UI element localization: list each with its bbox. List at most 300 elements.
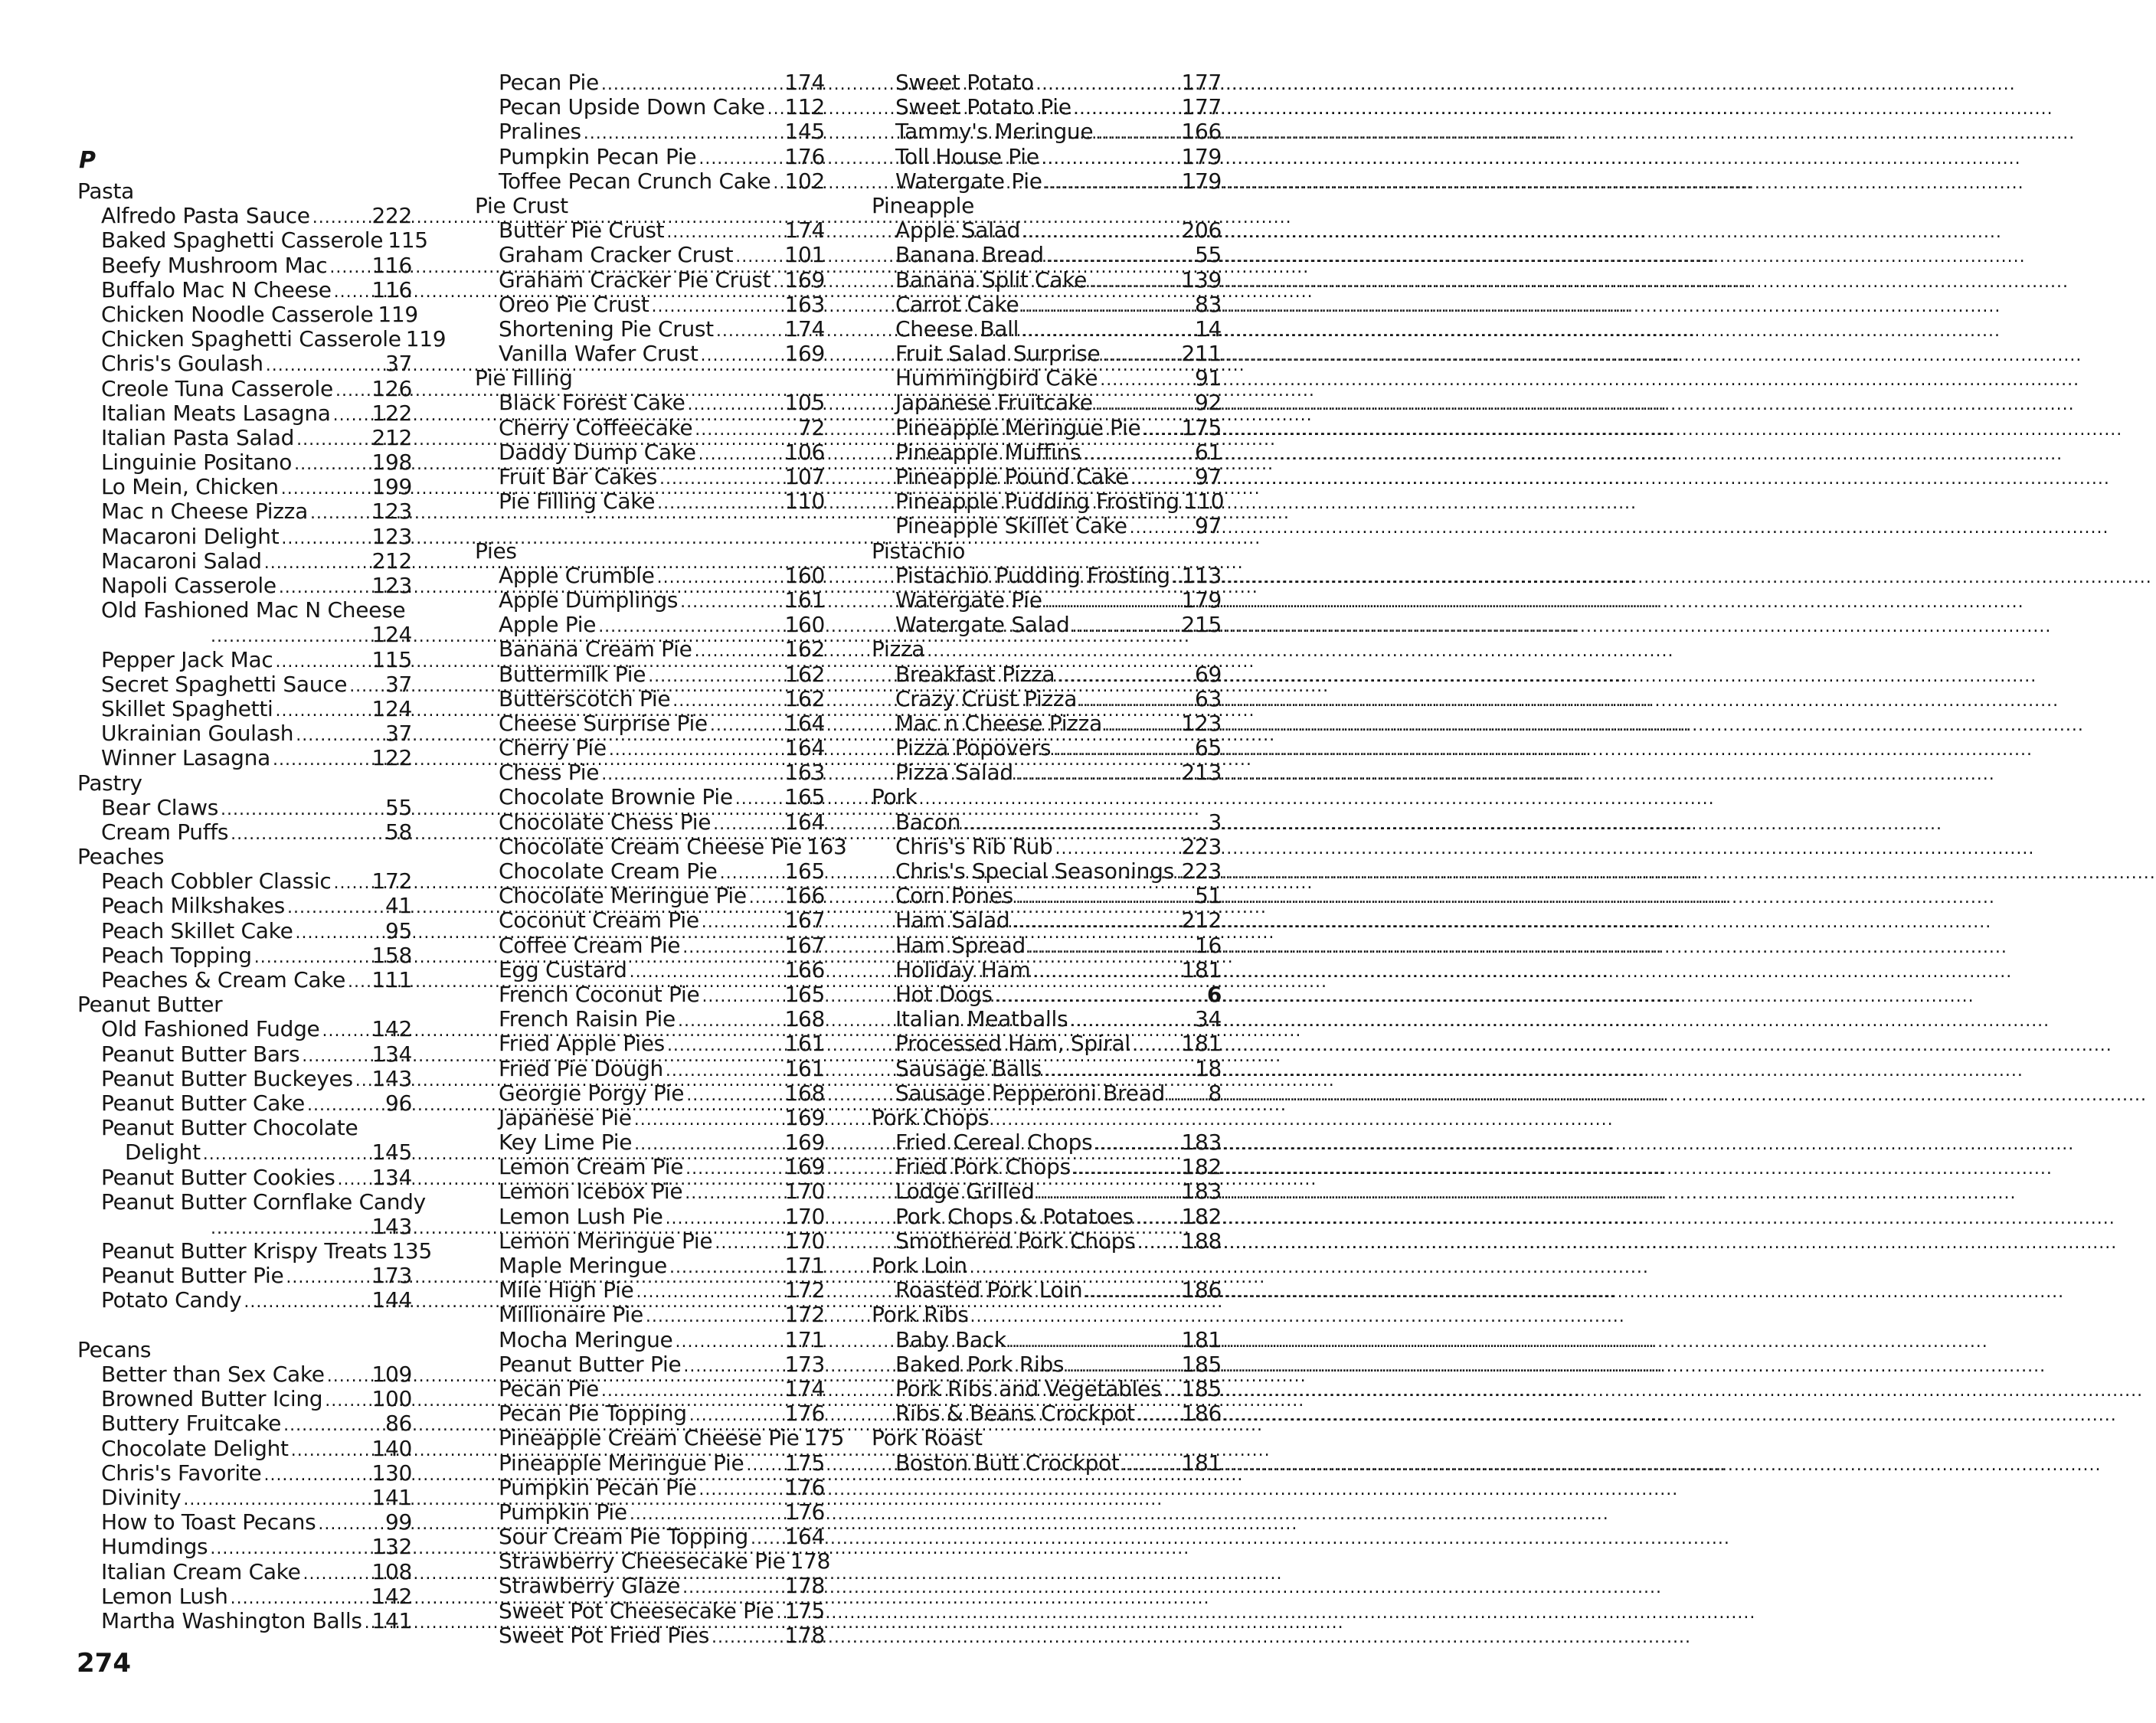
- entry-page: 182: [1181, 1154, 1222, 1180]
- index-entry: [77, 525, 412, 549]
- leader-dots: [1044, 1059, 1193, 1084]
- index-entry: [872, 1451, 1222, 1476]
- entry-name: Peaches & Cream Cake: [101, 967, 346, 992]
- entry-page: 173: [784, 1351, 825, 1377]
- entry-name: Banana Bread: [895, 242, 1044, 268]
- entry-name: Georgie Porgy Pie: [499, 1080, 685, 1106]
- leader-dots: [287, 896, 383, 920]
- entry-name: Cheese Surprise Pie: [499, 710, 708, 736]
- index-entry-continuation: [77, 1140, 412, 1165]
- entry-name: Cherry Coffeecake: [499, 414, 693, 440]
- leader-dots: [1012, 911, 1179, 935]
- entry-page: 167: [784, 907, 825, 933]
- entry-name: Banana Split Cake: [895, 266, 1088, 293]
- index-entry: [475, 70, 825, 95]
- leader-dots: [636, 1280, 782, 1305]
- leader-dots: [1016, 763, 1179, 787]
- entry-page: 169: [784, 1104, 825, 1130]
- leader-dots: [1028, 936, 1193, 960]
- entry-name: Holiday Ham: [895, 956, 1031, 982]
- leader-dots: [682, 936, 782, 960]
- entry-name: Chris's Goulash: [101, 351, 263, 377]
- entry-name: Coconut Cream Pie: [499, 907, 699, 933]
- leader-dots: [1133, 1034, 1179, 1058]
- leader-dots: [1173, 566, 1179, 590]
- entry-page: 163: [784, 291, 825, 317]
- index-entry: [77, 549, 412, 574]
- entry-name: Hot Dogs: [895, 981, 993, 1007]
- leader-dots: [675, 1330, 782, 1355]
- index-entry: [872, 293, 1222, 317]
- entry-page: 162: [784, 636, 825, 662]
- index-entry: [872, 1352, 1222, 1377]
- entry-page: 97: [1194, 464, 1222, 489]
- entry-page: 213: [1181, 760, 1222, 786]
- entry-page: 222: [371, 203, 412, 229]
- index-entry: [872, 736, 1222, 760]
- entry-page: 181: [1181, 956, 1222, 982]
- entry-name: Toffee Pecan Crunch Cake: [499, 168, 771, 194]
- entry-page: 181: [1181, 1326, 1222, 1352]
- index-entry: [475, 982, 825, 1007]
- entry-page: 109: [371, 1362, 412, 1387]
- entry-page: 198: [371, 450, 412, 476]
- index-heading: Pasta: [77, 178, 135, 204]
- index-entry: [872, 1081, 1222, 1106]
- index-entry: [77, 1560, 412, 1584]
- index-entry: [77, 1067, 412, 1091]
- entry-page: 139: [1181, 266, 1222, 293]
- entry-name: French Coconut Pie: [499, 981, 700, 1007]
- entry-page: 144: [371, 1287, 412, 1313]
- entry-name: Italian Cream Cake: [101, 1558, 301, 1584]
- index-entry: [872, 366, 1222, 391]
- entry-name: Shortening Pie Crust: [499, 316, 714, 342]
- entry-name: Black Forest Cake: [499, 390, 685, 416]
- entry-name: Peanut Butter Cornflake Candy: [101, 1188, 426, 1215]
- entry-page: 110: [784, 489, 825, 515]
- entry-page: 173: [371, 1263, 412, 1289]
- entry-name: Peanut Butter Chocolate: [101, 1115, 358, 1141]
- leader-dots: [1053, 738, 1193, 763]
- entry-name: Lemon Meringue Pie: [499, 1228, 713, 1254]
- leader-dots: [963, 812, 1206, 837]
- entry-page: 161: [784, 1031, 825, 1057]
- index-entry: [77, 574, 412, 598]
- index-entry: [475, 1081, 825, 1106]
- leader-dots: [1089, 270, 1179, 295]
- entry-page: 215: [1181, 612, 1222, 638]
- leader-dots: [659, 467, 782, 492]
- entry-name: Apple Crumble: [499, 562, 655, 588]
- index-entry: [77, 943, 412, 968]
- entry-name: Potato Candy: [101, 1287, 242, 1313]
- entry-name: Sausage Pepperoni Bread: [895, 1080, 1166, 1106]
- leader-dots: [1136, 1207, 1179, 1231]
- entry-name: Chocolate Delight: [101, 1435, 289, 1461]
- leader-dots: [710, 714, 783, 738]
- entry-name: Pineapple Cream Cheese Pie: [499, 1425, 800, 1451]
- leader-dots: [609, 738, 783, 763]
- index-entry: [872, 958, 1222, 982]
- entry-page: 175: [1181, 414, 1222, 440]
- entry-page: 124: [371, 622, 412, 648]
- entry-name: Chocolate Meringue Pie: [499, 883, 747, 909]
- index-heading: Pecans: [77, 1336, 152, 1362]
- entry-name: Apple Dumplings: [499, 587, 679, 613]
- leader-dots: [712, 1626, 782, 1650]
- entry-name: Watergate Pie: [895, 168, 1042, 194]
- page-number: 274: [77, 1648, 131, 1679]
- entry-name: Egg Custard: [499, 956, 627, 982]
- index-entry: [77, 253, 412, 278]
- entry-page: 122: [371, 745, 412, 771]
- entry-name: Secret Spaghetti Sauce: [101, 671, 348, 697]
- entry-page: 134: [371, 1164, 412, 1190]
- index-entry: [872, 933, 1222, 958]
- leader-dots: [702, 911, 783, 935]
- leader-dots: [244, 1290, 369, 1315]
- spacer: [77, 1313, 414, 1338]
- leader-dots: [1046, 245, 1193, 270]
- entry-page: 119: [405, 326, 447, 352]
- index-entry: [475, 1401, 825, 1426]
- index-entry: [475, 1130, 825, 1155]
- entry-page: 14: [1194, 316, 1222, 342]
- entry-page: 132: [371, 1534, 412, 1560]
- index-entry: [475, 391, 825, 415]
- entry-page: 6: [1206, 981, 1222, 1007]
- leader-dots: [584, 122, 783, 146]
- index-entry: [77, 1188, 426, 1215]
- index-column-1: [77, 70, 447, 1633]
- index-heading: Pistachio: [872, 538, 966, 564]
- index-entry: [872, 95, 1222, 119]
- leader-dots: [669, 1256, 782, 1280]
- entry-page: 123: [371, 499, 412, 525]
- entry-page: 112: [784, 94, 825, 120]
- index-entry: [475, 1032, 825, 1056]
- entry-page: 142: [371, 1583, 412, 1609]
- entry-page: 113: [1181, 562, 1222, 588]
- entry-name: Pineapple Skillet Cake: [895, 513, 1127, 539]
- index-entry: [872, 1032, 1222, 1056]
- entry-name: Chris's Favorite: [101, 1460, 262, 1486]
- index-entry: [77, 820, 412, 845]
- leader-dots: [291, 1439, 370, 1463]
- entry-page: 55: [1194, 242, 1222, 268]
- entry-page: 212: [1181, 907, 1222, 933]
- leader-dots: [678, 1009, 783, 1034]
- entry-name: Chocolate Cream Pie: [499, 858, 718, 884]
- index-entry: [872, 1205, 1222, 1229]
- leader-dots: [1176, 862, 1179, 886]
- leader-dots: [203, 1143, 370, 1167]
- entry-page: 176: [784, 1499, 825, 1525]
- entry-page: 223: [1181, 833, 1222, 859]
- index-entry: [77, 301, 418, 327]
- index-entry: [77, 1264, 412, 1288]
- entry-name: Peach Milkshakes: [101, 893, 285, 919]
- index-entry: [475, 1106, 825, 1130]
- leader-dots: [688, 393, 783, 417]
- leader-dots: [1085, 1280, 1179, 1305]
- leader-dots: [1095, 393, 1193, 417]
- entry-name: Apple Salad: [895, 217, 1020, 244]
- index-entry: [872, 119, 1222, 144]
- leader-dots: [680, 590, 782, 615]
- leader-dots: [329, 256, 369, 280]
- entry-page: 163: [784, 760, 825, 786]
- index-entry: [77, 204, 412, 228]
- entry-page: 95: [384, 917, 412, 943]
- entry-page: 86: [384, 1411, 412, 1437]
- index-entry: [475, 564, 825, 588]
- entry-page: 171: [784, 1253, 825, 1278]
- entry-page: 177: [1181, 94, 1222, 120]
- entry-page: 92: [1194, 390, 1222, 416]
- index-entry: [475, 1548, 831, 1574]
- leader-dots: [365, 1611, 370, 1636]
- index-entry: [872, 70, 1222, 95]
- index-entry: [872, 416, 1222, 440]
- index-entry: [872, 1401, 1222, 1426]
- entry-page: 163: [806, 833, 847, 859]
- entry-name: Baked Spaghetti Casserole: [101, 227, 384, 253]
- index-entry: [475, 884, 825, 908]
- index-heading: Pastry: [77, 770, 142, 796]
- index-entry: [872, 687, 1222, 711]
- entry-name: Lemon Lush Pie: [499, 1203, 663, 1229]
- entry-page: 101: [784, 242, 825, 268]
- index-entry: [77, 1437, 412, 1461]
- index-entry: [77, 499, 412, 524]
- index-entry: [872, 588, 1222, 613]
- entry-name: Browned Butter Icing: [101, 1386, 323, 1412]
- entry-page: 174: [784, 217, 825, 244]
- entry-page: 123: [371, 523, 412, 549]
- entry-page: 183: [1181, 1179, 1222, 1205]
- entry-page: 168: [784, 1080, 825, 1106]
- index-entry: [77, 1288, 412, 1313]
- entry-page: 37: [384, 721, 412, 747]
- index-entry: [475, 317, 825, 342]
- index-entry: [77, 1486, 412, 1510]
- leader-dots: [210, 1537, 369, 1561]
- leader-dots: [294, 453, 369, 477]
- leader-dots: [657, 492, 782, 516]
- entry-name: Fried Cereal Chops: [895, 1130, 1093, 1156]
- leader-dots: [348, 970, 369, 995]
- entry-page: 97: [1194, 513, 1222, 539]
- entry-name: Pecan Pie: [499, 1375, 599, 1401]
- entry-page: 166: [1181, 119, 1222, 145]
- entry-name: Maple Meringue: [499, 1253, 667, 1278]
- entry-name: Linguinie Positano: [101, 450, 293, 476]
- entry-name: Chris's Special Seasonings: [895, 858, 1174, 884]
- entry-name: Apple Pie: [499, 612, 597, 638]
- entry-name: Sweet Pot Fried Pies: [499, 1622, 710, 1648]
- entry-page: 223: [1181, 858, 1222, 884]
- entry-name: Winner Lasagna: [101, 745, 270, 771]
- entry-name: Chocolate Chess Pie: [499, 809, 712, 835]
- entry-page: 18: [1194, 1055, 1222, 1081]
- entry-name: Pumpkin Pie: [499, 1499, 627, 1525]
- entry-name: Pizza Popovers: [895, 735, 1052, 761]
- index-entry: [77, 869, 412, 894]
- entry-name: Sweet Potato Pie: [895, 94, 1071, 120]
- entry-name: Japanese Fruitcake: [895, 390, 1093, 416]
- entry-name: Millionaire Pie: [499, 1302, 643, 1328]
- leader-dots: [325, 1389, 369, 1414]
- index-entry: [77, 721, 412, 746]
- entry-name: Pineapple Pound Cake: [895, 464, 1128, 489]
- entry-name: Pie Filling Cake: [499, 489, 656, 515]
- index-entry: [77, 919, 412, 943]
- index-entry: [475, 1574, 825, 1598]
- entry-page: 130: [371, 1460, 412, 1486]
- index-heading: Pizza: [872, 636, 925, 662]
- entry-name: Hummingbird Cake: [895, 365, 1098, 391]
- entry-page: 164: [784, 809, 825, 835]
- entry-page: 165: [784, 784, 825, 810]
- leader-dots: [1095, 122, 1179, 146]
- entry-page: 164: [784, 1524, 825, 1550]
- entry-name: Sausage Balls: [895, 1055, 1042, 1081]
- section-letter: P: [79, 147, 96, 174]
- entry-page: 91: [1194, 365, 1222, 391]
- entry-name: Ham Salad: [895, 907, 1010, 933]
- index-entry: [77, 968, 412, 992]
- entry-name: Smothered Pork Chops: [895, 1228, 1136, 1254]
- index-entry: [475, 416, 825, 440]
- entry-name: Butter Pie Crust: [499, 217, 665, 244]
- entry-name: Buffalo Mac N Cheese: [101, 276, 332, 302]
- entry-page: 143: [371, 1065, 412, 1091]
- index-entry: [475, 1254, 825, 1278]
- entry-name: Martha Washington Balls: [101, 1607, 362, 1633]
- entry-name: Old Fashioned Mac N Cheese: [101, 597, 406, 623]
- entry-page: 69: [1194, 661, 1222, 687]
- entry-page: 177: [1181, 70, 1222, 95]
- leader-dots: [1009, 1330, 1179, 1355]
- entry-page: 37: [384, 671, 412, 697]
- entry-name: Peanut Butter Buckeyes: [101, 1065, 353, 1091]
- entry-name: Italian Meats Lasagna: [101, 400, 331, 426]
- leader-dots: [685, 1157, 782, 1182]
- entry-name: Pineapple Muffins: [895, 439, 1081, 465]
- entry-name: Italian Pasta Salad: [101, 424, 295, 450]
- leader-dots: [667, 1034, 783, 1058]
- index-entry: [872, 1229, 1222, 1254]
- entry-name: Lodge Grilled: [895, 1179, 1035, 1205]
- entry-name: Pepper Jack Mac: [101, 646, 273, 672]
- entry-page: 170: [784, 1179, 825, 1205]
- entry-name: Chess Pie: [499, 760, 600, 786]
- leader-dots: [221, 798, 383, 822]
- leader-dots: [1100, 368, 1193, 393]
- leader-dots: [648, 665, 782, 689]
- spacer: [475, 514, 835, 538]
- index-heading: Pork Ribs: [872, 1302, 969, 1328]
- entry-page: 111: [371, 967, 412, 992]
- index-entry: [77, 475, 412, 499]
- entry-page: 126: [371, 375, 412, 401]
- entry-name: Old Fashioned Fudge: [101, 1016, 320, 1042]
- leader-dots: [713, 812, 782, 837]
- entry-page: 160: [784, 612, 825, 638]
- index-entry: [77, 1584, 412, 1609]
- entry-name: Napoli Casserole: [101, 573, 276, 598]
- entry-name: Lemon Lush: [101, 1583, 228, 1609]
- entry-name: Fried Apple Pies: [499, 1031, 665, 1057]
- index-entry: [872, 243, 1222, 267]
- leader-dots: [716, 319, 783, 344]
- entry-page: 169: [784, 266, 825, 293]
- index-heading: Pie Crust: [475, 192, 568, 218]
- index-entry: [872, 391, 1222, 415]
- entry-name: How to Toast Pecans: [101, 1509, 316, 1535]
- entry-page: 161: [784, 1055, 825, 1081]
- index-entry: [77, 426, 412, 450]
- index-entry: [872, 342, 1222, 366]
- index-heading: Peanut Butter: [77, 992, 223, 1018]
- entry-page: 185: [1181, 1375, 1222, 1401]
- index-entry: [77, 278, 412, 302]
- entry-name-continued: Delight: [125, 1139, 201, 1166]
- entry-name: Roasted Pork Loin: [895, 1277, 1083, 1303]
- entry-page: 167: [784, 932, 825, 958]
- index-entry: [475, 908, 825, 933]
- entry-name: Mocha Meringue: [499, 1326, 673, 1352]
- index-entry: [872, 268, 1222, 293]
- entry-name: Banana Cream Pie: [499, 636, 692, 662]
- leader-dots: [296, 724, 383, 748]
- index-entry: [475, 1205, 825, 1229]
- entry-name: Better than Sex Cake: [101, 1362, 325, 1387]
- entry-page: 169: [784, 341, 825, 367]
- entry-page: 110: [1183, 489, 1225, 515]
- index-entry: [872, 884, 1222, 908]
- entry-page: 186: [1181, 1277, 1222, 1303]
- entry-page: 34: [1194, 1006, 1222, 1032]
- entry-page: 134: [371, 1041, 412, 1067]
- index-entry: [475, 1500, 825, 1525]
- entry-name: Japanese Pie: [499, 1104, 632, 1130]
- entry-page: 175: [803, 1425, 845, 1451]
- entry-page: 142: [371, 1016, 412, 1042]
- entry-page: 176: [784, 1474, 825, 1500]
- entry-name: Peanut Butter Krispy Treats: [101, 1238, 388, 1264]
- index-entry: [872, 489, 1225, 515]
- entry-name: Ukrainian Goulash: [101, 721, 294, 747]
- entry-page: 102: [784, 168, 825, 194]
- index-entry: [475, 1229, 825, 1254]
- entry-name: Lo Mein, Chicken: [101, 474, 279, 500]
- entry-name: Pecan Pie: [499, 70, 599, 95]
- entry-name: Fried Pork Chops: [895, 1154, 1071, 1180]
- entry-name: Peanut Butter Cookies: [101, 1164, 335, 1190]
- entry-name: Pineapple Pudding Frosting: [895, 489, 1179, 515]
- entry-name: Peach Topping: [101, 942, 252, 968]
- index-entry: [77, 1166, 412, 1190]
- entry-page: 16: [1194, 932, 1222, 958]
- index-entry: [872, 760, 1222, 785]
- entry-page: 158: [371, 942, 412, 968]
- entry-name: Crazy Crust Pizza: [895, 685, 1078, 711]
- entry-name: Pistachio Pudding Frosting: [895, 562, 1170, 588]
- entry-name: Pork Ribs and Vegetables: [895, 1375, 1162, 1401]
